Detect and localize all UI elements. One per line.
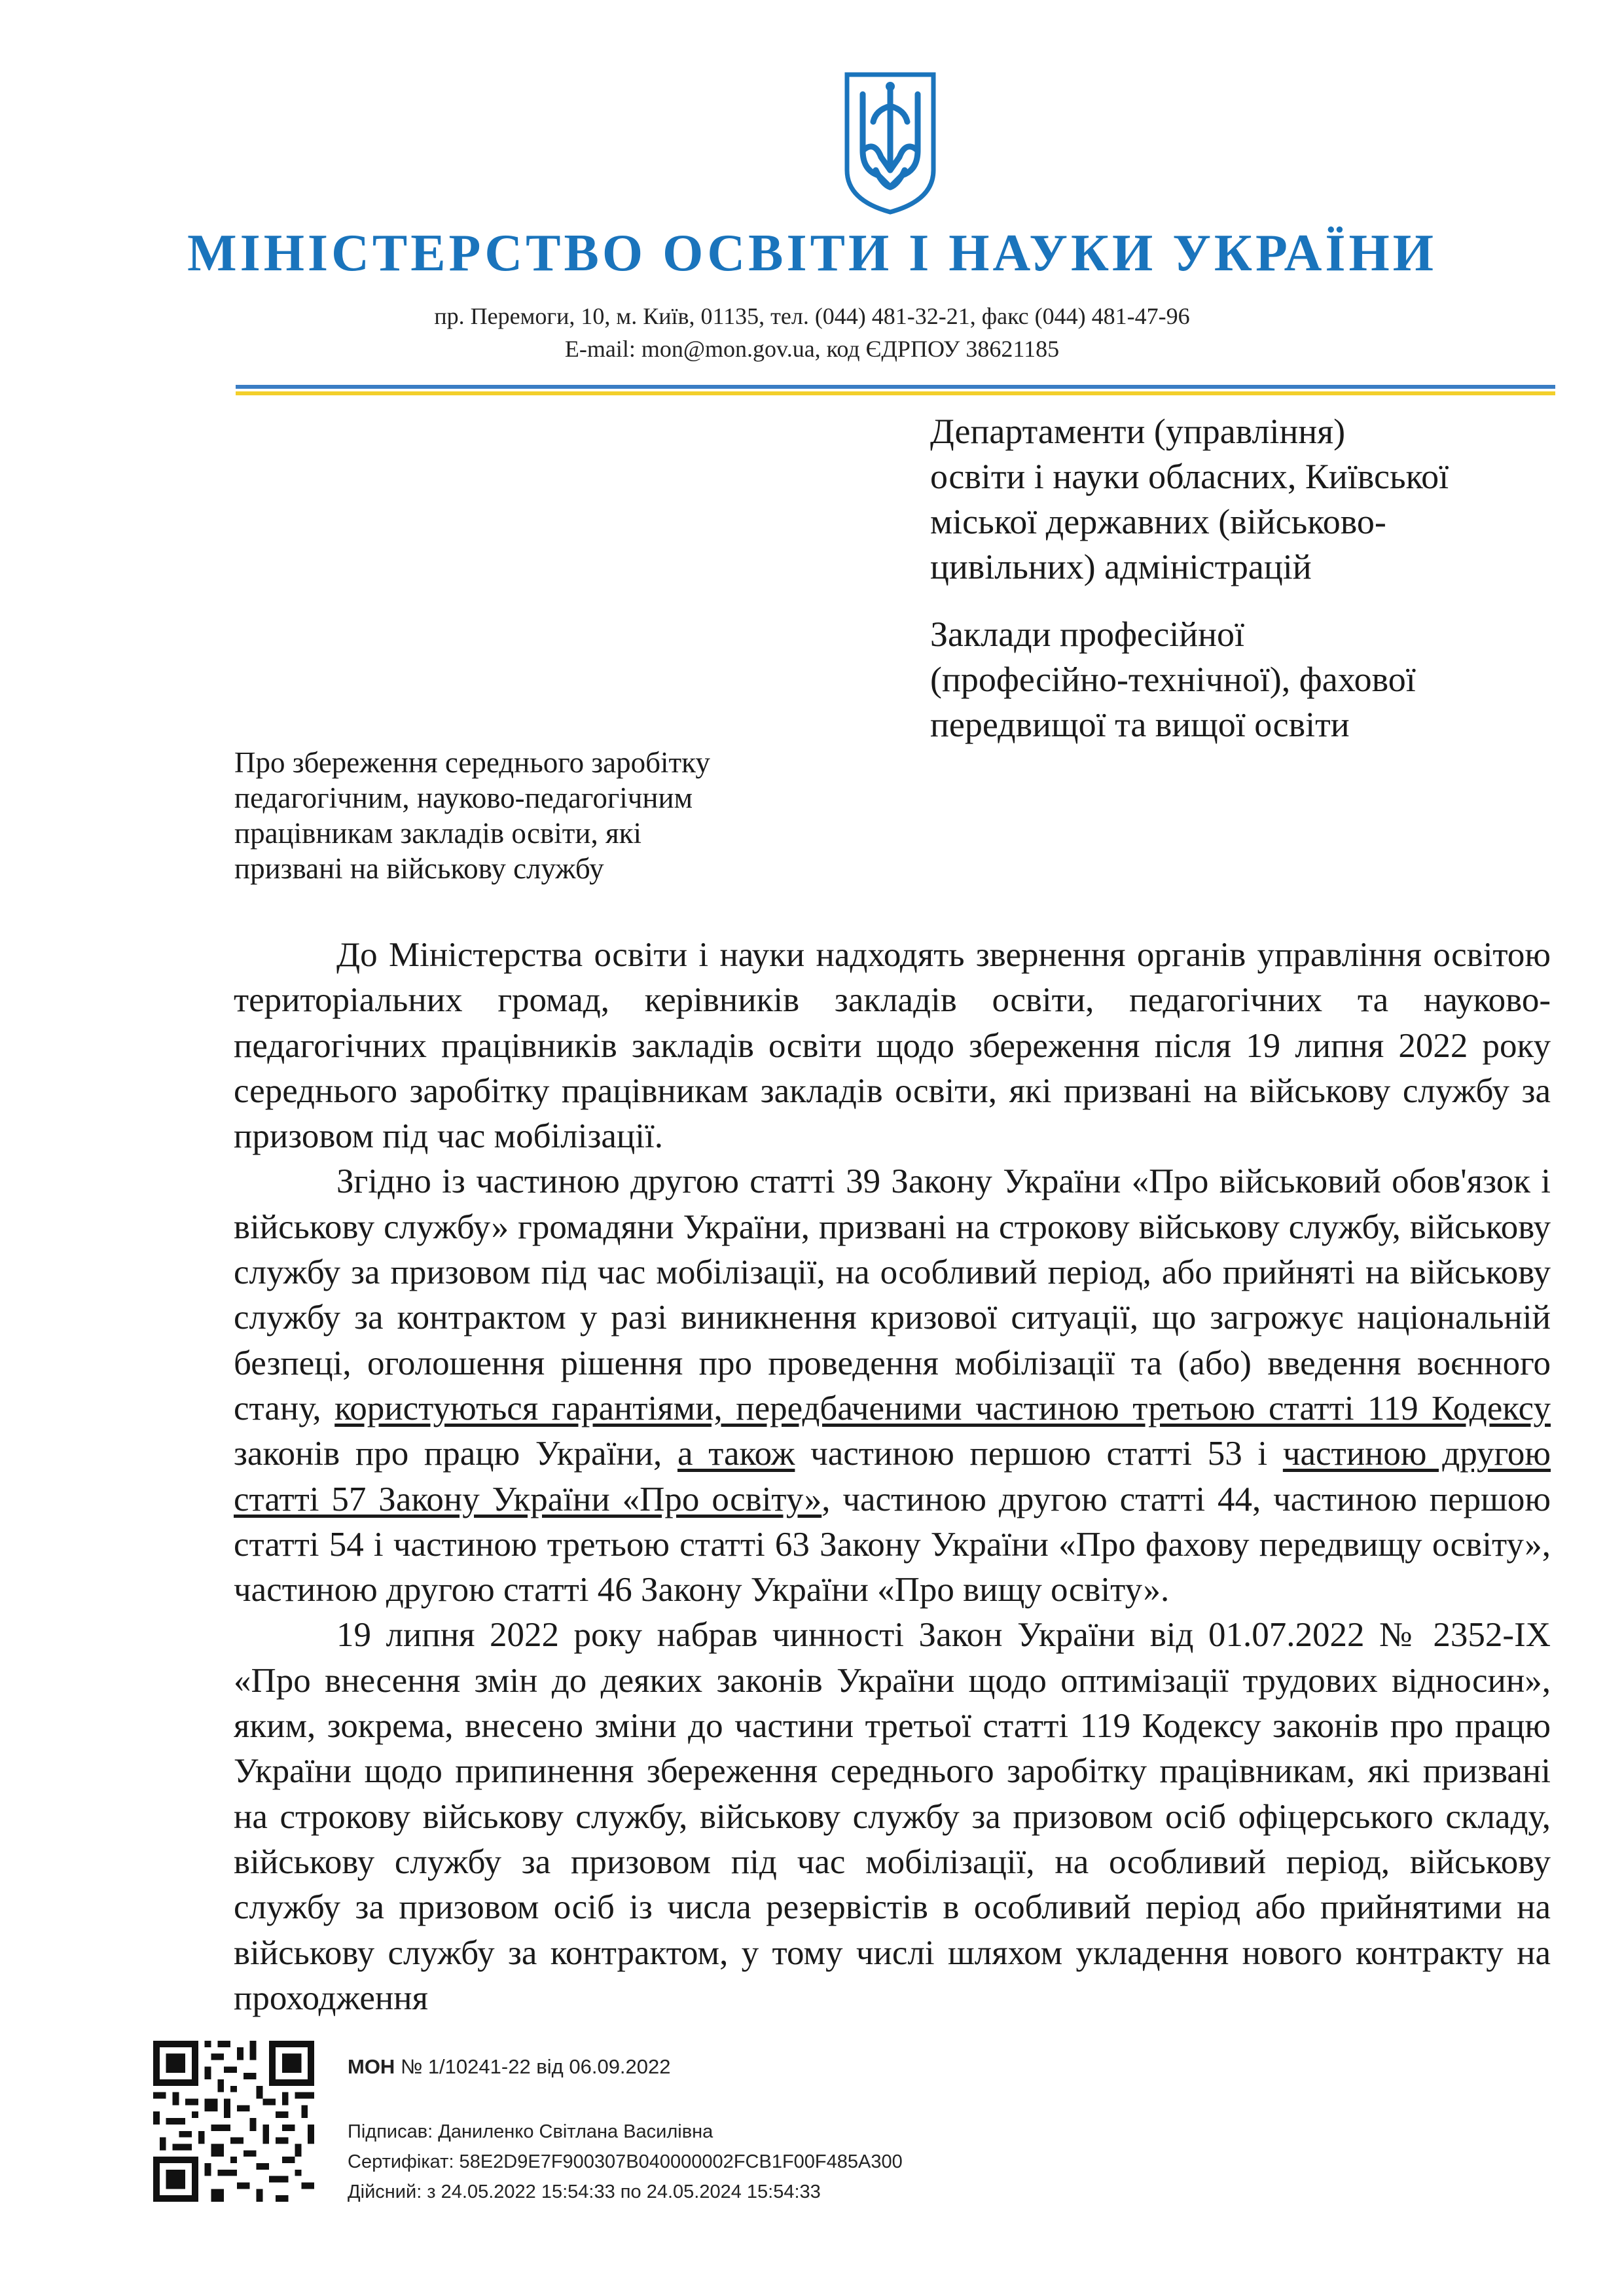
addressee-line: цивільних) адміністрацій [930,547,1312,586]
p2-text-b: законів про працю України, [234,1435,677,1473]
ministry-email: E-mail: mon@mon.gov.ua, код ЄДРПОУ 38621185 [564,336,1060,362]
addressee-line: міської державних (військово- [930,502,1386,541]
registration-org: МОН [348,2055,395,2078]
certificate-validity: Дійсний: з 24.05.2022 15:54:33 по 24.05.2024 15:54:33 [348,2181,821,2202]
p2-underline-1: користуються гарантіями, передбаченими частиною третьою статті 119 Кодексу [334,1389,1551,1427]
trident-coat-of-arms-icon [843,72,937,215]
subject-line: Про збереження середнього заробітку [234,746,710,779]
p2-underline-2: а також [677,1435,795,1473]
registration-line [348,2055,1329,2079]
subject-line: педагогічним, науково-педагогічним [234,781,693,814]
p2-text-d: , частиною другою статті 44, частиною першою статті 54 і частиною третьою статті 63 Закону України «Про фахову передвищу освіту», частиною другою статті 46 Закону України «Про вищу освіту». [234,1480,1551,1609]
addressee-line: (професійно-технічної), фахової [930,660,1416,699]
header-stripe-blue [236,385,1555,389]
letter-subject [234,745,823,886]
registration-number: № 1/10241-22 від 06.09.2022 [400,2055,671,2078]
p2-underline-3: частиною другою статті 57 Закону України «Про освіту» [234,1435,1551,1518]
body-paragraph-2 [234,1159,1551,1613]
body-paragraph-3: 19 липня 2022 року набрав чинності Закон України від 01.07.2022 № 2352-IX «Про внесення змін до деяких законів України щодо оптимізації трудових відносин», яким, зокрема, внесено зміни до частини третьої статті 119 Кодексу законів про працю України щодо припинення збереження середнього заробітку працівникам, які призвані на строкову військову службу, військову службу за призовом осіб офіцерського складу, військову службу за призовом під час мобілізації, на особливий період, військову службу за призовом осіб із числа резервістів в особливий період або прийнятими на військову службу за контрактом, у тому числі шляхом укладення нового контракту на проходження [234,1616,1551,2017]
signed-by: Підписав: Даниленко Світлана Василівна [348,2121,713,2142]
addressee-line: Департаменти (управління) [930,412,1346,451]
qr-code-icon [153,2041,314,2202]
addressee-institutions [930,612,1559,747]
addressee-line: Заклади професійної [930,615,1245,654]
addressee-departments [930,409,1559,590]
letter-body [234,933,1551,2021]
ministry-title: МІНІСТЕРСТВО ОСВІТИ І НАУКИ УКРАЇНИ [187,224,1437,282]
ministry-address: пр. Перемоги, 10, м. Київ, 01135, тел. (044) 481-32-21, факс (044) 481-47-96 [434,303,1190,329]
p2-text-a: Згідно із частиною другою статті 39 Закону України «Про військовий обов'язок і військову службу» громадяни України, призвані на строкову військову службу, військову службу за призовом під час мобілізації, на особливий період, або прийняті на військову службу за контрактом у разі виникнення кризової ситуації, що загрожує національній безпеці, оголошення рішення про проведення мобілізації та (або) введення воєнного стану, [234,1162,1551,1427]
header-stripe-yellow [236,391,1555,395]
addressee-line: освіти і науки обласних, Київської [930,457,1449,496]
body-paragraph-1: До Міністерства освіти і науки надходять звернення органів управління освітою територіальних громад, керівників закладів освіти, педагогічних та науково-педагогічних працівників закладів освіти щодо збереження після 19 липня 2022 року середнього заробітку працівникам закладів освіти, які призвані на військову службу за призовом під час мобілізації. [234,936,1551,1156]
certificate-id: Сертифікат: 58E2D9E7F900307B040000002FCB1F00F485A300 [348,2151,903,2172]
p2-text-c: частиною першою статті 53 і [795,1435,1283,1473]
addressee-line: передвищої та вищої освіти [930,705,1350,744]
subject-line: працівникам закладів освіти, які [234,817,642,850]
subject-line: призвані на військову службу [234,852,604,885]
